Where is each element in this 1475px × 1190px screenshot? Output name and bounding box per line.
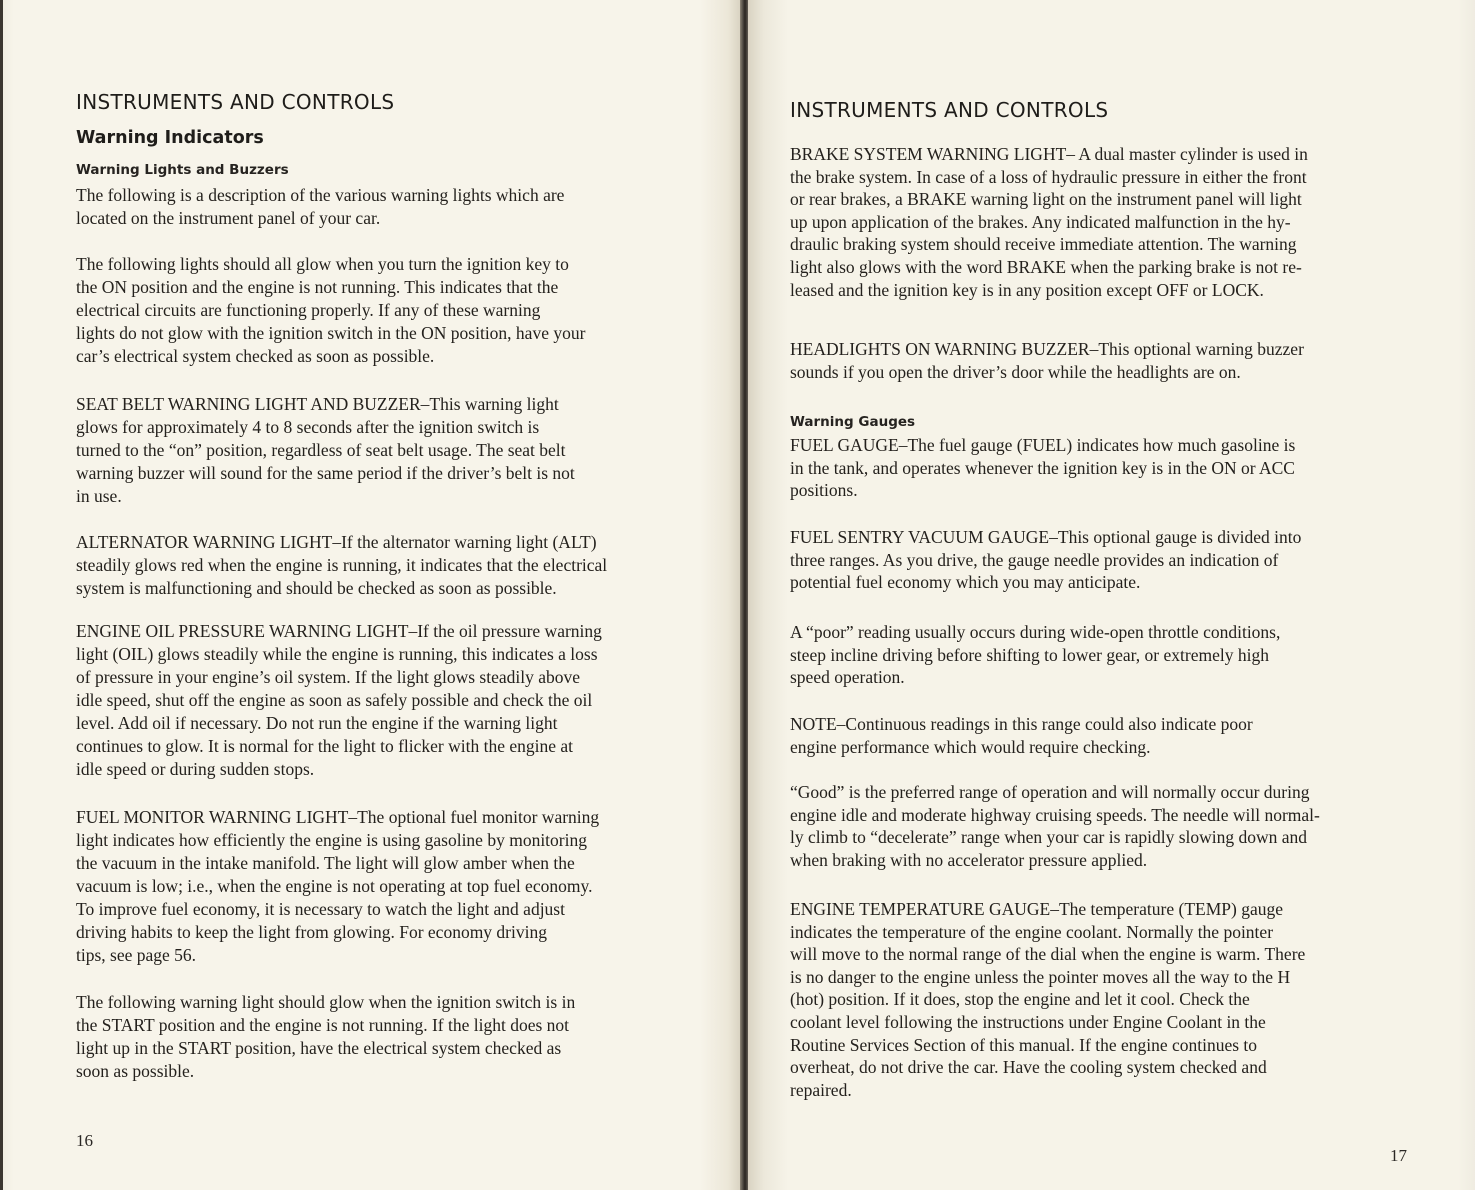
right-paragraph-fuel-sentry: FUEL SENTRY VACUUM GAUGE–This optional gauge is divided into three ranges. As you drive, the gauge needle provides an indication of potential fuel economy which you may anticipate. — [790, 527, 1302, 593]
right-minor-heading: Warning Gauges — [790, 414, 916, 430]
left-paragraph-oil-pressure: ENGINE OIL PRESSURE WARNING LIGHT–If the oil pressure warning light (OIL) glows steadily while the engine is running, this indicates a loss of pressure in your engine’s oil system. If the light glows steadily above idle speed, shut off the engine as soon as safely possible and check the oil level. Add oil if necessary. Do not run the engine if the warning light continues to glow. It is normal for the light to flicker with the engine at idle speed or during sudden stops. — [76, 621, 602, 779]
left-subsection-title: Warning Indicators — [76, 128, 264, 148]
page-edge — [0, 0, 3, 1190]
right-paragraph-note: NOTE–Continuous readings in this range could also indicate poor engine performance which would require checking. — [790, 714, 1253, 757]
left-paragraph-seat-belt: SEAT BELT WARNING LIGHT AND BUZZER–This warning light glows for approximately 4 to 8 seconds after the ignition switch is turned to the “on” position, regardless of seat belt usage. The seat belt warning buzzer will sound for the same period if the driver’s belt is not in use. — [76, 394, 575, 506]
left-paragraph-fuel-monitor: FUEL MONITOR WARNING LIGHT–The optional fuel monitor warning light indicates how efficiently the engine is using gasoline by monitoring the vacuum in the intake manifold. The light will glow amber when the vacuum is low; i.e., when the engine is not operating at top fuel economy. To improve fuel economy, it is necessary to watch the light and adjust driving habits to keep the light from glowing. For economy driving tips, see page 56. — [76, 807, 600, 965]
left-section-title: INSTRUMENTS AND CONTROLS — [76, 90, 395, 114]
right-paragraph-poor-reading: A “poor” reading usually occurs during wide-open throttle conditions, steep incline driving before shifting to lower gear, or extremely high speed operation. — [790, 622, 1281, 688]
left-paragraph-ignition-on: The following lights should all glow when you turn the ignition key to the ON position and the engine is not running. This indicates that the electrical circuits are functioning properly. If any of these warning lights do not glow with the ignition switch in the ON position, have your car’s electrical system checked as soon as possible. — [76, 254, 586, 366]
right-paragraph-headlights: HEADLIGHTS ON WARNING BUZZER–This optional warning buzzer sounds if you open the driver’s door while the headlights are on. — [790, 339, 1304, 382]
left-page-number: 16 — [76, 1131, 93, 1150]
right-page-number: 17 — [1390, 1146, 1407, 1165]
left-minor-heading: Warning Lights and Buzzers — [76, 162, 289, 178]
right-page — [748, 0, 1475, 1190]
left-paragraph-start-position: The following warning light should glow when the ignition switch is in the START position and the engine is not running. If the light does not light up in the START position, have the electrical system checked as soon as possible. — [76, 992, 576, 1081]
right-paragraph-fuel-gauge: FUEL GAUGE–The fuel gauge (FUEL) indicates how much gasoline is in the tank, and operates whenever the ignition key is in the ON or ACC positions. — [790, 435, 1296, 501]
left-paragraph-alternator: ALTERNATOR WARNING LIGHT–If the alternator warning light (ALT) steadily glows red when the engine is running, it indicates that the electrical system is malfunctioning and should be checked as soon as possible. — [76, 532, 608, 598]
right-paragraph-good-range: “Good” is the preferred range of operation and will normally occur during engine idle and moderate highway cruising speeds. The needle will normal- ly climb to “decelerate” range when your car is rapidly slowing down and when braking with no accelerator pressure applied. — [790, 782, 1320, 870]
right-paragraph-engine-temperature: ENGINE TEMPERATURE GAUGE–The temperature (TEMP) gauge indicates the temperature of the engine coolant. Normally the pointer will move to the normal range of the dial when the engine is warm. There is no danger to the engine unless the pointer moves all the way to the H (hot) position. If it does, stop the engine and let it cool. Check the coolant level following the instructions under Engine Coolant in the Routine Services Section of this manual. If the engine continues to overheat, do not drive the car. Have the cooling system checked and repaired. — [790, 899, 1306, 1100]
right-section-title: INSTRUMENTS AND CONTROLS — [790, 98, 1109, 122]
right-paragraph-brake: BRAKE SYSTEM WARNING LIGHT– A dual master cylinder is used in the brake system. In case of a loss of hydraulic pressure in either the front or rear brakes, a BRAKE warning light on the instrument panel will light up upon application of the brakes. Any indicated malfunction in the hy- draulic braking system should receive immediate attention. The warning light also glows with the word BRAKE when the parking brake is not re- leased and the ignition key is in any position except OFF or LOCK. — [790, 144, 1308, 300]
left-paragraph-intro: The following is a description of the various warning lights which are located on the instrument panel of your car. — [76, 185, 565, 228]
